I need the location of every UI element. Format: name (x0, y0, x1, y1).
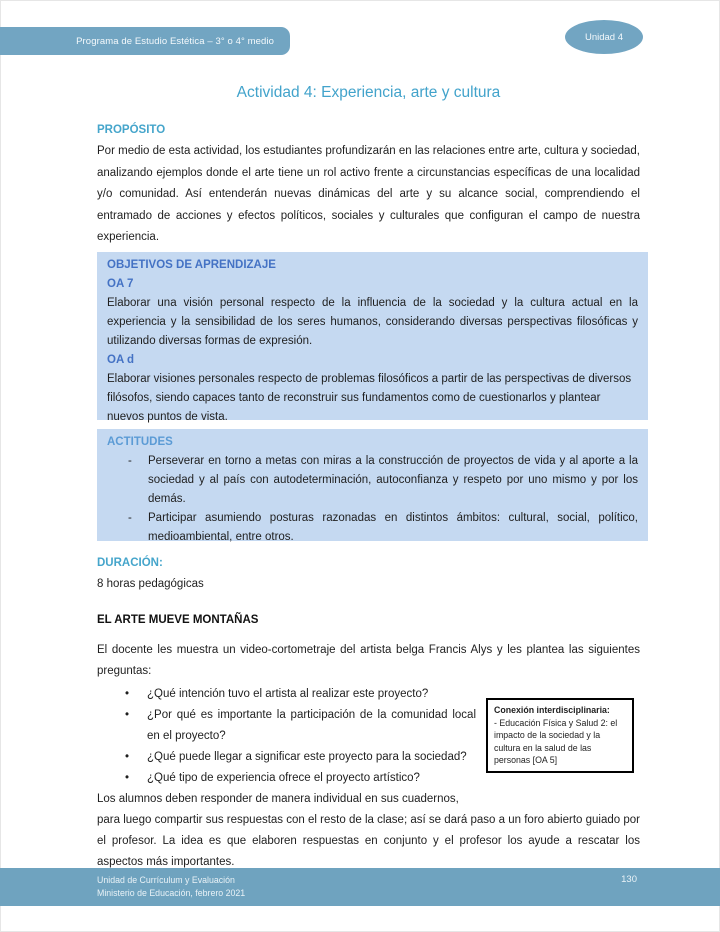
proposito-heading: PROPÓSITO (97, 124, 166, 136)
list-item (125, 768, 640, 789)
footer-line1: Unidad de Currículum y Evaluación (97, 875, 235, 885)
activity-heading: EL ARTE MUEVE MONTAÑAS (97, 614, 259, 626)
unit-badge (565, 20, 643, 54)
activity-intro: El docente les muestra un video-cortometraje del artista belga Francis Alys y les plantea las siguientes preguntas: (97, 644, 640, 677)
followup-first-line: Los alumnos deben responder de manera individual en sus cuadernos, (97, 793, 459, 805)
question-text: ¿Qué puede llegar a significar este proyecto para la sociedad? (147, 751, 467, 763)
question-text: ¿Qué tipo de experiencia ofrece el proyecto artístico? (147, 772, 420, 784)
list-item (128, 452, 638, 509)
dot-bullet: • (125, 709, 130, 721)
objetivos-panel (97, 252, 648, 423)
actitudes-item-text: Participar asumiendo posturas razonadas en distintos ámbitos: cultural, social, político, medioambiental, entre otros. (148, 512, 638, 543)
actitudes-item-text: Perseverar en torno a metas con miras a la construcción de proyectos de vida y al aporte a la sociedad y al país con autodeterminación, autoconfianza y respeto por uno mismo y por los demás. (148, 455, 638, 505)
footer-credits (97, 874, 245, 906)
program-badge (0, 27, 290, 55)
dot-bullet: • (125, 688, 130, 700)
dot-bullet: • (125, 751, 130, 763)
page-title: Actividad 4: Experiencia, arte y cultura (236, 84, 501, 101)
actitudes-list (107, 452, 638, 547)
dash-bullet: - (128, 455, 132, 467)
duracion-heading: DURACIÓN: (97, 557, 163, 569)
actitudes-panel (97, 429, 648, 541)
question-text: ¿Qué intención tuvo el artista al realizar este proyecto? (147, 688, 429, 700)
page-footer (0, 868, 720, 906)
list-item (128, 509, 638, 547)
connection-box-body: - Educación Física y Salud 2: el impacto de la sociedad y la cultura en la salud de las personas [OA 5] (494, 717, 618, 766)
list-item (125, 747, 640, 768)
objetivos-heading: OBJETIVOS DE APRENDIZAJE (107, 259, 276, 271)
unit-badge-label: Unidad 4 (584, 31, 624, 43)
oad-label: OA d (107, 354, 135, 366)
followup-paragraph: para luego compartir sus respuestas con el resto de la clase; así se dará paso a un foro abierto guiado por el profesor. La idea es que elaboren respuestas en conjunto y el profesor los ayude a rescatar los aspectos más importantes. (97, 814, 640, 868)
dash-bullet: - (128, 512, 132, 524)
oad-text: Elaborar visiones personales respecto de problemas filosóficos a partir de las perspectivas de diversos filósofos, siendo capaces tanto de reconstruir sus fundamentos como de cuestionarlos y plantear nuevos puntos de vista. (107, 373, 632, 423)
actitudes-heading: ACTITUDES (107, 436, 173, 448)
questions-list (97, 684, 640, 789)
connection-box-heading: Conexión interdisciplinaria: (494, 705, 610, 715)
footer-line2: Ministerio de Educación, febrero 2021 (97, 887, 246, 898)
oa7-text: Elaborar una visión personal respecto de la influencia de la sociedad y la cultura actual en la experiencia y la sensibilidad de los seres humanos, considerando diversas perspectivas filosóficas y utilizando diversas formas de expresión. (107, 297, 638, 347)
oa7-label: OA 7 (107, 278, 134, 290)
dot-bullet: • (125, 772, 130, 784)
proposito-paragraph: Por medio de esta actividad, los estudiantes profundizarán en las relaciones entre arte, cultura y sociedad, analizando ejemplos donde el arte tiene un rol activo frente a circunstancias específicas de una localidad y/o comunidad. Así entenderán nuevas dinámicas del arte y su alcance social, comprendiendo el entramado de acciones y efectos políticos, sociales y culturales que configuran el campo de nuestra experiencia. (97, 145, 640, 243)
duracion-value: 8 horas pedagógicas (97, 578, 204, 590)
program-badge-label: Programa de Estudio Estética – 3° o 4° medio (76, 35, 274, 47)
list-item (125, 705, 640, 747)
question-text: ¿Por qué es importante la participación de la comunidad local en el proyecto? (147, 709, 476, 742)
page-number: 130 (621, 874, 637, 885)
activity-section (97, 640, 640, 873)
list-item (125, 684, 640, 705)
